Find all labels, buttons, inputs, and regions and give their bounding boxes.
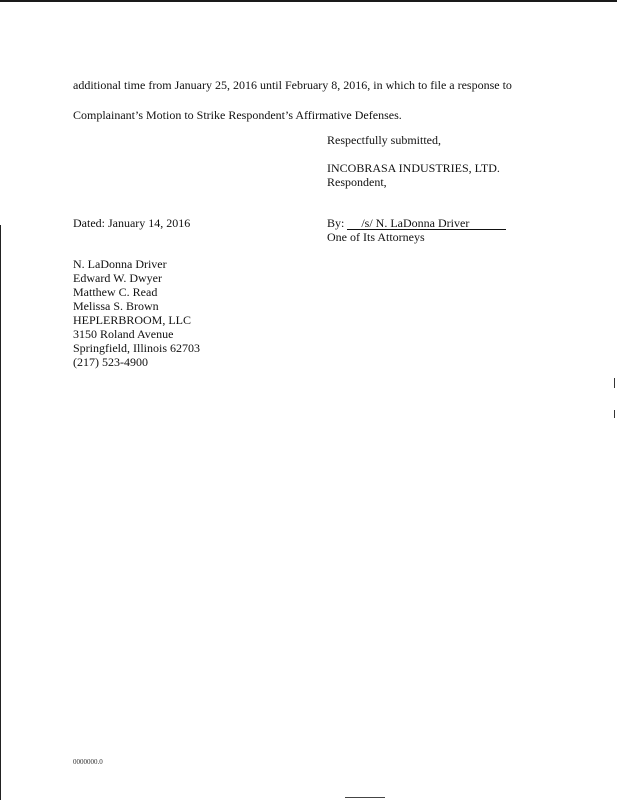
scan-mark-right xyxy=(614,378,615,388)
firm-name: HEPLERBROOM, LLC xyxy=(73,313,192,327)
attorney-block xyxy=(73,257,200,369)
date-line: Dated: January 14, 2016 xyxy=(73,216,191,230)
scan-mark-right xyxy=(614,410,615,418)
firm-address: 3150 Roland Avenue xyxy=(73,327,174,341)
signer-name: /s/ N. LaDonna Driver xyxy=(347,217,506,230)
firm-city: Springfield, Illinois 62703 xyxy=(73,341,200,355)
by-block xyxy=(327,216,506,244)
document-code: 0000000.0 xyxy=(73,758,103,766)
attorney-line: Melissa S. Brown xyxy=(73,299,159,313)
attorney-line: Matthew C. Read xyxy=(73,285,158,299)
scan-edge-left xyxy=(0,225,1,800)
signer-title: One of Its Attorneys xyxy=(327,230,425,244)
by-line xyxy=(327,216,506,230)
attorney-line: N. LaDonna Driver xyxy=(73,257,167,271)
body-text-line: Complainant’s Motion to Strike Respondent’s Affirmative Defenses. xyxy=(73,108,402,122)
scan-edge-top xyxy=(0,0,617,2)
party-role: Respondent, xyxy=(327,175,387,189)
firm-phone: (217) 523-4900 xyxy=(73,355,148,369)
scan-mark-bottom xyxy=(345,797,385,798)
closing-text: Respectfully submitted, xyxy=(327,133,441,147)
company-name: INCOBRASA INDUSTRIES, LTD. xyxy=(327,161,500,175)
signature-block xyxy=(327,133,500,189)
by-label: By: xyxy=(327,216,345,230)
body-text-line: additional time from January 25, 2016 until February 8, 2016, in which to file a response to xyxy=(73,78,512,92)
attorney-line: Edward W. Dwyer xyxy=(73,271,162,285)
